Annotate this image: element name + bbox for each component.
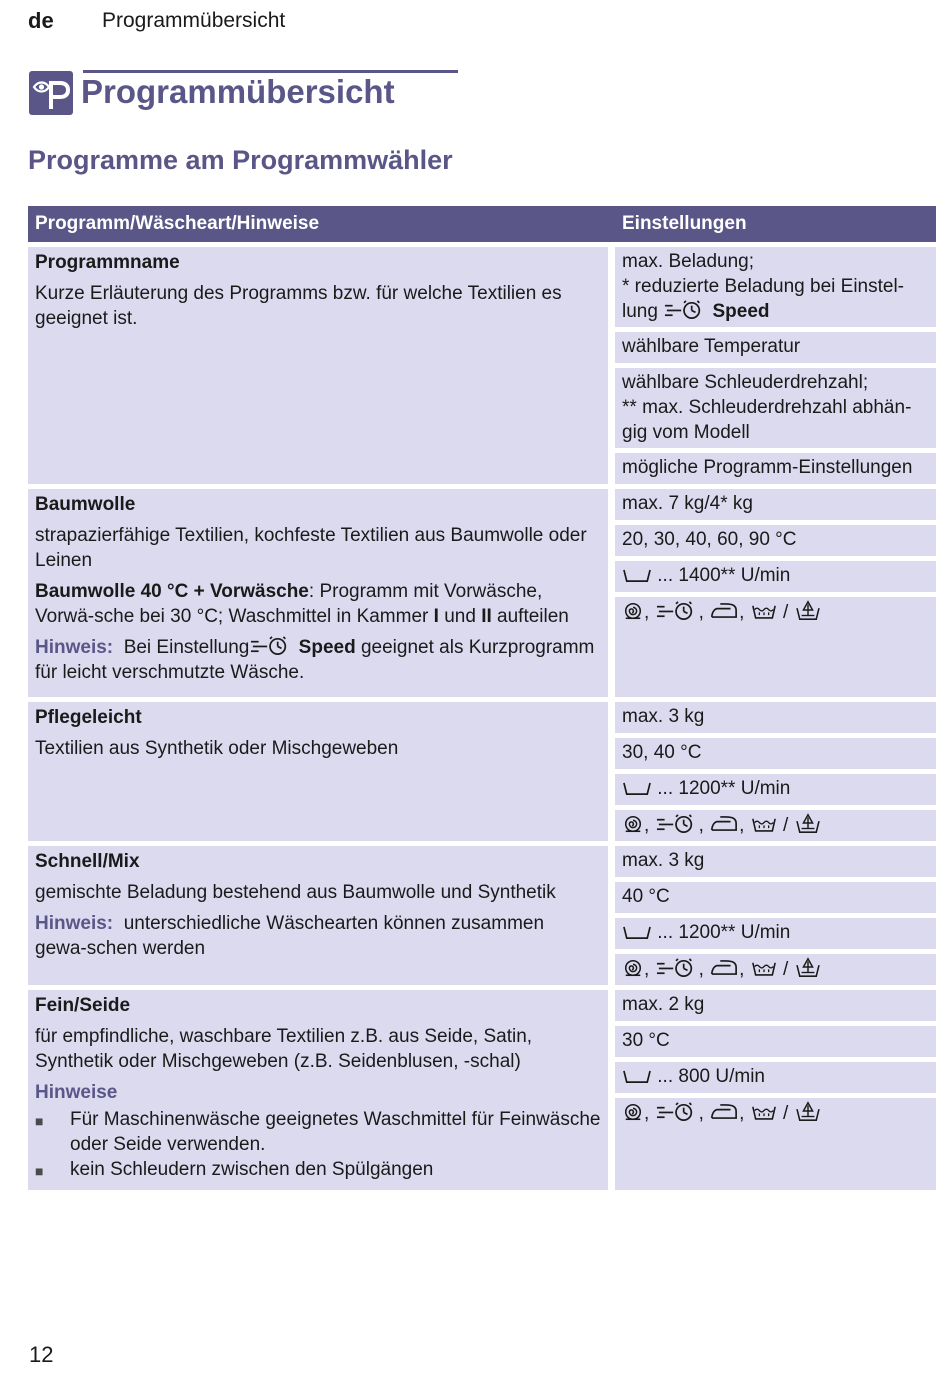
stain-spiral-icon bbox=[623, 814, 643, 834]
rinse-stop-icon bbox=[795, 812, 821, 834]
hint: Hinweis: Bei Einstellung Speed geeignet als Kurzprogramm für leicht verschmutzte Wäsche. bbox=[35, 637, 595, 683]
page-number: 12 bbox=[29, 1342, 54, 1367]
program-description: strapazierfähige Textilien, kochfeste Textilien aus Baumwolle oder Leinen bbox=[35, 525, 587, 571]
easy-iron-icon bbox=[710, 957, 738, 978]
program-description: Textilien aus Synthetik oder Mischgeweben bbox=[35, 738, 399, 759]
spin-cell: ... 1200** U/min bbox=[615, 918, 936, 949]
load-text: max. Beladung; bbox=[622, 251, 755, 272]
program-name: Fein/Seide bbox=[35, 995, 131, 1016]
speed-icon bbox=[656, 813, 698, 834]
fein-description-cell bbox=[28, 990, 608, 1190]
bullet-icon: ■ bbox=[35, 1163, 44, 1179]
prewash-title: Baumwolle 40 °C + Vorwäsche bbox=[35, 581, 309, 602]
extra-rinse-icon bbox=[751, 1101, 777, 1122]
spin-note: ** max. Schleuderdrehzahl abhän-gig vom Modell bbox=[622, 397, 912, 443]
extra-rinse-icon bbox=[751, 600, 777, 621]
options-cell: , , , / bbox=[615, 597, 936, 697]
hints-label: Hinweise bbox=[35, 1082, 118, 1103]
temperature-cell: 30, 40 °C bbox=[615, 738, 936, 769]
list-item: ■ Für Maschinenwäsche geeignetes Waschmittel für Feinwäsche oder Seide verwenden. bbox=[35, 1109, 601, 1155]
extra-rinse-icon bbox=[751, 957, 777, 978]
program-description: für empfindliche, waschbare Textilien z.B. aus Seide, Satin, Synthetik oder Mischgeweben (z.B. Seidenblusen, -schal) bbox=[35, 1026, 533, 1072]
spin-icon bbox=[623, 567, 651, 584]
program-name: Programmname bbox=[35, 252, 180, 273]
hint: Hinweis: unterschiedliche Wäschearten können zusammen gewa-schen werden bbox=[35, 913, 545, 959]
temperature-cell: 30 °C bbox=[615, 1026, 936, 1057]
load-cell bbox=[615, 247, 936, 327]
load-cell: max. 7 kg/4* kg bbox=[615, 489, 936, 520]
legend-settings bbox=[615, 247, 936, 484]
running-header-title: Programmübersicht bbox=[102, 9, 286, 32]
stain-spiral-icon bbox=[623, 958, 643, 978]
options-cell: , , , / bbox=[615, 1098, 936, 1190]
speed-icon bbox=[250, 635, 292, 656]
load-cell: max. 2 kg bbox=[615, 990, 936, 1021]
table-row-legend bbox=[28, 247, 936, 484]
temperature-cell: wählbare Temperatur bbox=[615, 332, 936, 363]
program-overview-icon bbox=[29, 71, 73, 115]
spin-icon bbox=[623, 1068, 651, 1085]
table-row-pflegeleicht bbox=[28, 702, 936, 841]
stain-spiral-icon bbox=[623, 1102, 643, 1122]
easy-iron-icon bbox=[710, 813, 738, 834]
hint-label: Hinweis: bbox=[35, 637, 114, 658]
program-description: gemischte Beladung bestehend aus Baumwolle und Synthetik bbox=[35, 882, 556, 903]
schnell-settings bbox=[615, 846, 936, 985]
load-cell: max. 3 kg bbox=[615, 846, 936, 877]
spin-cell: ... 800 U/min bbox=[615, 1062, 936, 1093]
page-title: Programmübersicht bbox=[81, 73, 395, 110]
load-cell: max. 3 kg bbox=[615, 702, 936, 733]
load-note-text: * reduzierte Beladung bei Einstel-lung bbox=[622, 276, 905, 322]
program-table bbox=[28, 206, 936, 1190]
speed-icon bbox=[656, 957, 698, 978]
schnell-description-cell bbox=[28, 846, 608, 985]
speed-icon bbox=[656, 1101, 698, 1122]
pflegeleicht-description-cell bbox=[28, 702, 608, 841]
table-row-baumwolle bbox=[28, 489, 936, 697]
table-row-schnell-mix bbox=[28, 846, 936, 985]
easy-iron-icon bbox=[710, 1101, 738, 1122]
load-note bbox=[622, 274, 929, 324]
rinse-stop-icon bbox=[795, 599, 821, 621]
column-header-settings: Einstellungen bbox=[622, 213, 747, 234]
program-description: Kurze Erläuterung des Programms bzw. für welche Textilien es geeignet ist. bbox=[35, 283, 562, 329]
program-name: Pflegeleicht bbox=[35, 707, 142, 728]
program-name: Schnell/Mix bbox=[35, 851, 140, 872]
temperature-cell: 40 °C bbox=[615, 882, 936, 913]
program-name: Baumwolle bbox=[35, 494, 136, 515]
speed-icon bbox=[656, 600, 698, 621]
spin-cell bbox=[615, 368, 936, 448]
table-row-fein-seide bbox=[28, 990, 936, 1190]
spin-icon bbox=[623, 924, 651, 941]
bullet-icon: ■ bbox=[35, 1113, 44, 1129]
easy-iron-icon bbox=[710, 600, 738, 621]
rinse-stop-icon bbox=[795, 1100, 821, 1122]
options-cell: , , , / bbox=[615, 954, 936, 985]
language-code: de bbox=[28, 8, 54, 33]
table-header bbox=[28, 206, 936, 242]
hint-label: Hinweis: bbox=[35, 913, 114, 934]
baumwolle-description-cell bbox=[28, 489, 608, 697]
fein-settings bbox=[615, 990, 936, 1190]
list-item: ■ kein Schleudern zwischen den Spülgängen bbox=[35, 1157, 601, 1184]
temperature-cell: 20, 30, 40, 60, 90 °C bbox=[615, 525, 936, 556]
speed-label: Speed bbox=[712, 301, 770, 322]
spin-text: wählbare Schleuderdrehzahl; bbox=[622, 372, 869, 393]
column-header-program: Programm/Wäscheart/Hinweise bbox=[35, 213, 320, 234]
spin-icon bbox=[623, 780, 651, 797]
legend-description-cell bbox=[28, 247, 608, 484]
speed-icon bbox=[664, 299, 706, 320]
pflegeleicht-settings bbox=[615, 702, 936, 841]
prewash-info: Baumwolle 40 °C + Vorwäsche: Programm mit Vorwäsche, Vorwä-sche bei 30 °C; Waschmittel in Kammer I und II aufteilen bbox=[35, 581, 569, 627]
stain-spiral-icon bbox=[623, 601, 643, 621]
spin-cell: ... 1200** U/min bbox=[615, 774, 936, 805]
section-title: Programme am Programmwähler bbox=[28, 145, 453, 175]
rinse-stop-icon bbox=[795, 956, 821, 978]
extra-rinse-icon bbox=[751, 813, 777, 834]
options-cell: mögliche Programm-Einstellungen bbox=[615, 453, 936, 484]
speed-label: Speed bbox=[298, 637, 356, 658]
baumwolle-settings bbox=[615, 489, 936, 697]
options-cell: , , , / bbox=[615, 810, 936, 841]
spin-cell: ... 1400** U/min bbox=[615, 561, 936, 592]
